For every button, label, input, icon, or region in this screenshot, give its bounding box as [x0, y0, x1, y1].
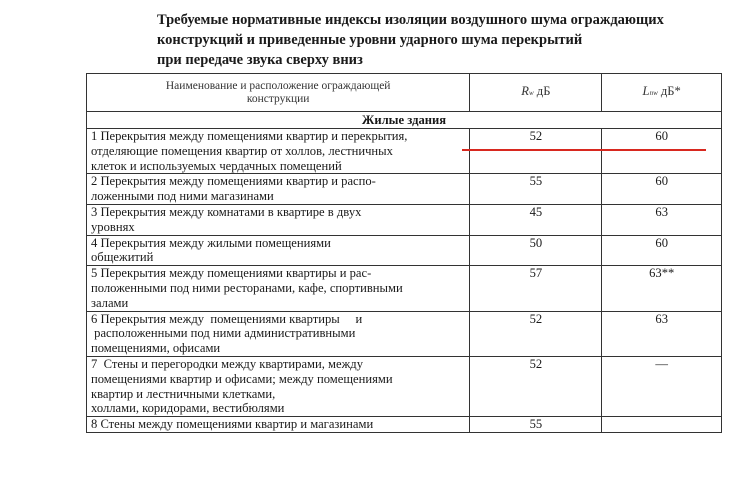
ln-symbol: L [642, 84, 650, 98]
row-construction-cell [87, 266, 470, 311]
header-ln [602, 74, 722, 112]
row-ln-value: 63 [602, 204, 722, 235]
row-construction-cell [87, 174, 470, 205]
table-row [87, 235, 722, 266]
ln-subscript: nw [649, 89, 658, 97]
table-row [87, 356, 722, 416]
construction-text-line: 2 Перекрытия между помещениями квартир и распо- [91, 174, 376, 189]
row-ln-value: 63 [602, 311, 722, 356]
construction-text-line: 3 Перекрытия между комнатами в квартире в двух [91, 204, 362, 219]
table-header-row [87, 74, 722, 112]
table-row [87, 129, 722, 174]
construction-text-line: ложенными под ними магазинами [91, 189, 274, 204]
section-residential: Жилые здания [87, 112, 722, 129]
row-rw-value: 55 [470, 417, 602, 433]
row-ln-value: 63** [602, 266, 722, 311]
construction-text-line: 1 Перекрытия между помещениями квартир и перекрытия, [91, 129, 408, 143]
construction-text-line: квартир и лестничными клетками, [91, 386, 276, 401]
construction-text-line: уровнях [91, 219, 135, 234]
construction-text-line: клеток и используемых чердачных помещений [91, 158, 342, 173]
row-rw-value: 50 [470, 235, 602, 266]
construction-text-line: положенными под ними ресторанами, кафе, спортивными [91, 280, 403, 295]
section-row [87, 112, 722, 129]
ln-unit: дБ* [657, 84, 681, 98]
construction-text-line: 8 Стены между помещениями квартир и магазинами [91, 417, 374, 432]
row-construction-cell [87, 129, 470, 174]
row-rw-value: 45 [470, 204, 602, 235]
title-line-2: конструкций и приведенные уровни ударного шума перекрытий [157, 32, 583, 48]
row-construction-cell [87, 204, 470, 235]
construction-text-line: отделяющие помещения квартир от холлов, лестничных [91, 143, 393, 158]
header-construction-line2: конструкции [246, 92, 310, 105]
construction-text-line: 4 Перекрытия между жилыми помещениями [91, 235, 331, 250]
row-rw-value: 57 [470, 266, 602, 311]
construction-text-line: залами [91, 295, 129, 310]
table-row [87, 204, 722, 235]
construction-text-line: 6 Перекрытия между помещениями квартиры и [91, 311, 363, 326]
row-rw-value: 52 [470, 311, 602, 356]
construction-text-line: помещениями квартир и офисами; между помещениями [91, 371, 393, 386]
construction-text-line: холлами, коридорами, вестибюлями [91, 401, 285, 416]
title-line-1: Требуемые нормативные индексы изоляции воздушного шума ограждающих [157, 12, 664, 28]
row-rw-value: 55 [470, 174, 602, 205]
row-ln-value: 60 [602, 235, 722, 266]
construction-text-line: 5 Перекрытия между помещениями квартиры и рас- [91, 266, 372, 281]
red-underline-mark [462, 149, 706, 151]
row-construction-cell [87, 311, 470, 356]
row-construction-cell [87, 417, 470, 433]
rw-subscript: w [528, 89, 534, 97]
header-construction-line1: Наименование и расположение ограждающей [165, 79, 391, 92]
table-row [87, 417, 722, 433]
row-construction-cell [87, 235, 470, 266]
header-construction [87, 74, 470, 112]
norms-table [86, 73, 722, 433]
construction-text-line: помещениями, офисами [91, 341, 221, 356]
title-line-3: при передаче звука сверху вниз [157, 52, 363, 68]
table-row [87, 311, 722, 356]
table-row [87, 174, 722, 205]
row-ln-value [602, 417, 722, 433]
row-ln-value: — [602, 356, 722, 416]
row-rw-value: 52 [470, 129, 602, 174]
construction-text-line: расположенными под ними административными [91, 326, 356, 341]
rw-symbol: R [521, 84, 529, 98]
table-row [87, 266, 722, 311]
row-rw-value: 52 [470, 356, 602, 416]
rw-unit: дБ [533, 84, 551, 98]
row-ln-value: 60 [602, 129, 722, 174]
construction-text-line: общежитий [91, 250, 154, 265]
construction-text-line: 7 Стены и перегородки между квартирами, между [91, 356, 364, 371]
header-rw [470, 74, 602, 112]
document-title [157, 10, 737, 70]
row-ln-value: 60 [602, 174, 722, 205]
row-construction-cell [87, 356, 470, 416]
